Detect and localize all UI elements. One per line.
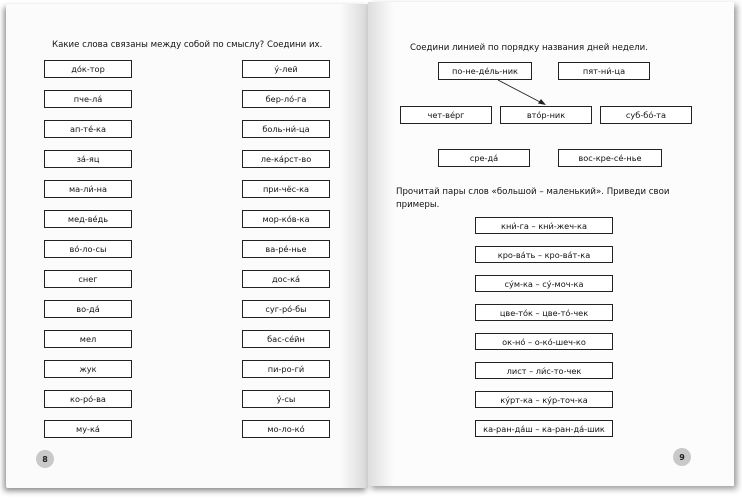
right-page <box>368 2 734 486</box>
pair-box-5[interactable]: ок-но́ – о-ко́-шеч-ко <box>475 333 613 350</box>
left-page-instruction: Какие слова связаны между собой по смыслу? Соедини их. <box>52 40 323 50</box>
pair-box-3[interactable]: су́м-ка – су́-моч-ка <box>475 275 613 292</box>
word-box-left-2[interactable]: пче-ла́ <box>44 90 132 108</box>
pair-box-6[interactable]: лист – ли́с-то-чек <box>475 362 613 379</box>
day-box-wednesday[interactable]: сре-да́ <box>438 149 530 167</box>
page-number-left: 8 <box>36 450 54 468</box>
word-box-right-12[interactable]: у́-сы <box>242 390 330 408</box>
pair-box-8[interactable]: ка-ран-да́ш – ка-ран-да́-шик <box>475 420 613 437</box>
word-box-right-9[interactable]: суг-ро́-бы <box>242 300 330 318</box>
word-box-right-2[interactable]: бер-ло́-га <box>242 90 330 108</box>
arrow-head <box>538 99 546 105</box>
word-box-right-4[interactable]: ле-ка́рст-во <box>242 150 330 168</box>
example-connection-arrow <box>368 2 734 486</box>
word-box-right-8[interactable]: дос-ка́ <box>242 270 330 288</box>
day-box-thursday[interactable]: чет-ве́рг <box>400 106 492 124</box>
day-box-monday[interactable]: по-не-де́ль-ник <box>438 62 532 80</box>
word-box-left-12[interactable]: ко-ро́-ва <box>44 390 132 408</box>
day-box-tuesday[interactable]: вто́р-ник <box>500 106 592 124</box>
word-box-left-13[interactable]: му-ка́ <box>44 420 132 438</box>
day-box-sunday[interactable]: вос-кре-се́-нье <box>558 149 662 167</box>
left-page-fold-shadow <box>340 4 368 488</box>
word-box-right-6[interactable]: мор-ко́в-ка <box>242 210 330 228</box>
word-box-left-7[interactable]: во́-ло-сы <box>44 240 132 258</box>
word-box-left-9[interactable]: во-да́ <box>44 300 132 318</box>
word-box-right-3[interactable]: боль-ни́-ца <box>242 120 330 138</box>
word-box-left-3[interactable]: ап-те́-ка <box>44 120 132 138</box>
left-page <box>6 4 368 488</box>
word-box-left-4[interactable]: за́-яц <box>44 150 132 168</box>
word-box-right-5[interactable]: при-чёс-ка <box>242 180 330 198</box>
word-box-left-5[interactable]: ма-ли́-на <box>44 180 132 198</box>
day-box-saturday[interactable]: суб-бо́-та <box>600 106 692 124</box>
word-box-left-8[interactable]: снег <box>44 270 132 288</box>
word-box-right-11[interactable]: пи-ро-ги́ <box>242 360 330 378</box>
pair-box-2[interactable]: кро-ва́ть – кро-ва́т-ка <box>475 246 613 263</box>
word-box-right-1[interactable]: у́-лей <box>242 60 330 78</box>
word-box-left-1[interactable]: до́к-тор <box>44 60 132 78</box>
pair-box-1[interactable]: кни́-га – кни́-жеч-ка <box>475 217 613 234</box>
days-instruction: Соедини линией по порядку названия дней недели. <box>410 43 648 53</box>
arrow-line <box>498 80 542 103</box>
day-box-friday[interactable]: пят-ни́-ца <box>558 62 650 80</box>
pairs-instruction: Прочитай пары слов «большой – маленький». Приведи свои примеры. <box>396 187 670 210</box>
word-box-left-6[interactable]: мед-ве́дь <box>44 210 132 228</box>
word-box-left-11[interactable]: жук <box>44 360 132 378</box>
pair-box-7[interactable]: ку́рт-ка – ку́р-точ-ка <box>475 391 613 408</box>
pair-box-4[interactable]: цве-то́к – цве-то́-чек <box>475 304 613 321</box>
word-box-right-7[interactable]: ва-ре́-нье <box>242 240 330 258</box>
page-number-right: 9 <box>673 448 691 466</box>
word-box-right-10[interactable]: бас-се́йн <box>242 330 330 348</box>
word-box-left-10[interactable]: мел <box>44 330 132 348</box>
word-box-right-13[interactable]: мо-ло-ко́ <box>242 420 330 438</box>
